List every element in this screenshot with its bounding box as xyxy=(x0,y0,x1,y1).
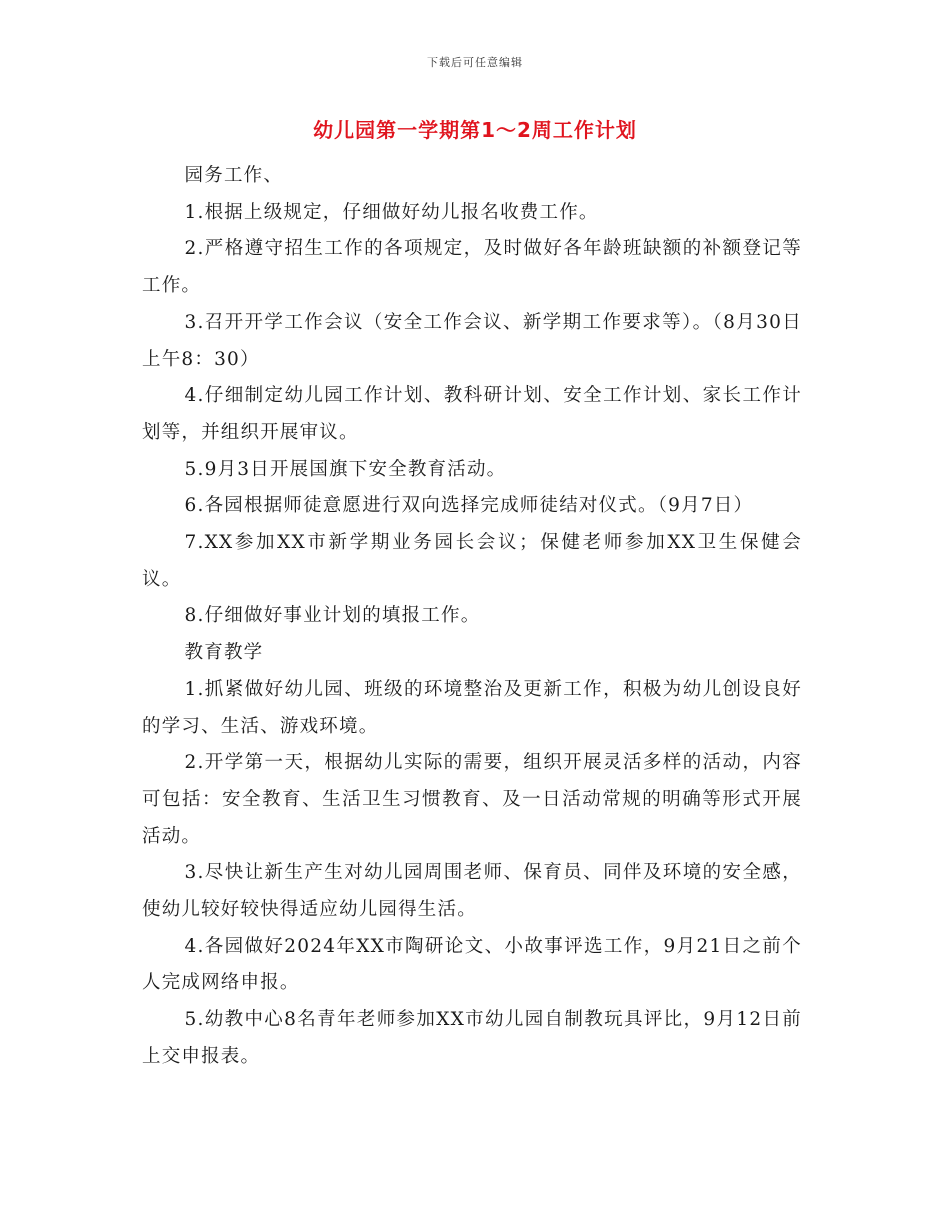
paragraph: 5.幼教中心8名青年老师参加XX市幼儿园自制教玩具评比，9月12日前上交申报表。 xyxy=(142,1009,803,1067)
paragraph: 1.抓紧做好幼儿园、班级的环境整治及更新工作，积极为幼儿创设良好的学习、生活、游戏环境。 xyxy=(142,678,802,737)
paragraph: 3.尽快让新生产生对幼儿园周围老师、保育员、同伴及环境的安全感，使幼儿较好较快得适应幼儿园得生活。 xyxy=(142,862,802,921)
document-body xyxy=(142,158,802,1076)
header-note: 下载后可任意编辑 xyxy=(427,56,523,69)
paragraph-section-teaching: 教育教学 xyxy=(184,642,264,664)
paragraph: 2.严格遵守招生工作的各项规定，及时做好各年龄班缺额的补额登记等工作。 xyxy=(142,238,802,297)
paragraph: 3.召开开学工作会议（安全工作会议、新学期工作要求等）。（8月30日上午8：30） xyxy=(142,311,802,370)
document-title: 幼儿园第一学期第1～2周工作计划 xyxy=(313,118,637,142)
paragraph: 4.仔细制定幼儿园工作计划、教科研计划、安全工作计划、家长工作计划等，并组织开展审议。 xyxy=(142,385,802,443)
paragraph-section-admin: 园务工作、 xyxy=(184,165,284,186)
paragraph: 1.根据上级规定，仔细做好幼儿报名收费工作。 xyxy=(184,201,599,223)
paragraph: 6.各园根据师徒意愿进行双向选择完成师徒结对仪式。（9月7日） xyxy=(184,495,754,517)
paragraph: 2.开学第一天，根据幼儿实际的需要，组织开展灵活多样的活动，内容可包括：安全教育、生活卫生习惯教育、及一日活动常规的明确等形式开展活动。 xyxy=(142,752,802,847)
paragraph: 5.9月3日开展国旗下安全教育活动。 xyxy=(184,458,507,480)
paragraph: 8.仔细做好事业计划的填报工作。 xyxy=(184,605,481,627)
paragraph: 7.XX参加XX市新学期业务园长会议；保健老师参加XX卫生保健会议。 xyxy=(142,532,802,590)
paragraph: 4.各园做好2024年XX市陶研论文、小故事评选工作，9月21日之前个人完成网络申报。 xyxy=(142,935,802,994)
